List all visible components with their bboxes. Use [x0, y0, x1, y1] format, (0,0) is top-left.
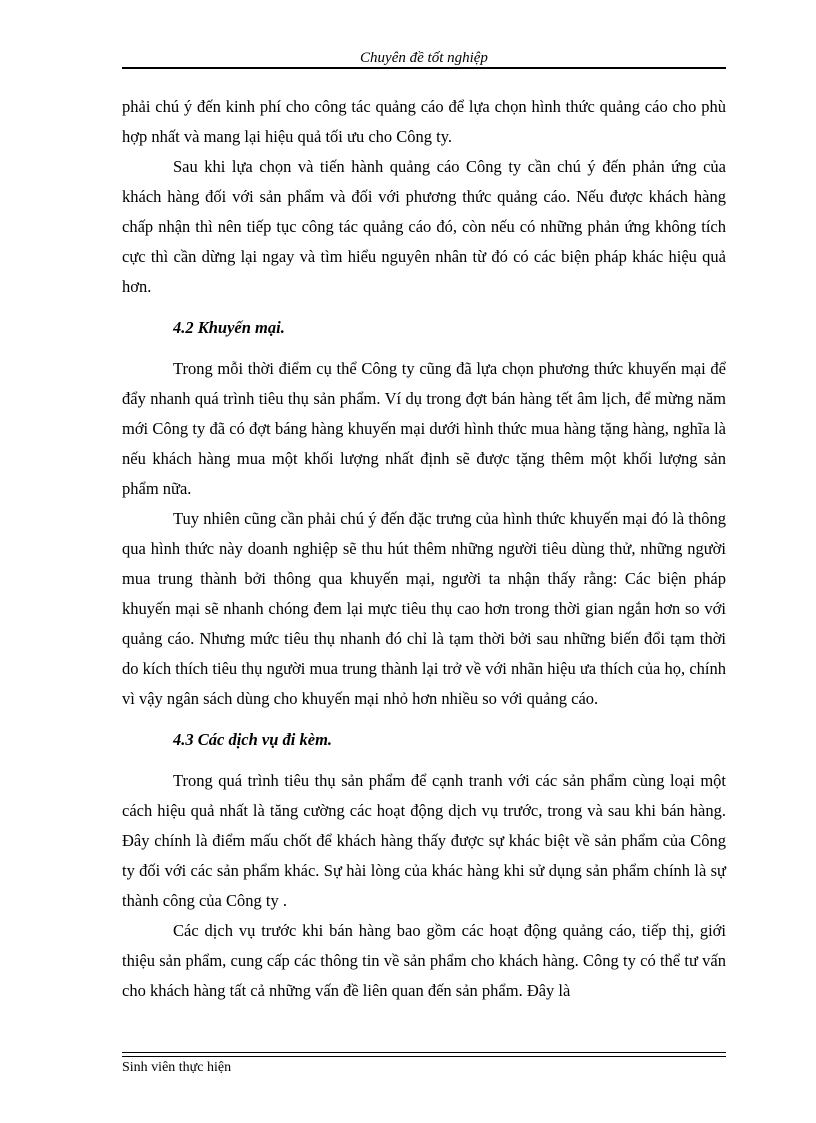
page-header-title: Chuyên đề tốt nghiệp [360, 50, 488, 66]
footer-text: Sinh viên thực hiện [122, 1060, 232, 1075]
paragraph: Sau khi lựa chọn và tiến hành quảng cáo Công ty cần chú ý đến phản ứng của khách hàng đối với sản phẩm và đối với phương thức quảng cáo. Nếu được khách hàng chấp nhận thì nên tiếp tục công tác quảng cáo đó, còn nếu có những phản ứng không tích cực thì cần dừng lại ngay và tìm hiểu nguyên nhân từ đó có các biện pháp khác hiệu quả hơn. [122, 157, 726, 296]
paragraph: Trong mỗi thời điểm cụ thể Công ty cũng đã lựa chọn phương thức khuyến mại để đẩy nhanh quá trình tiêu thụ sản phẩm. Ví dụ trong đợt bán hàng tết âm lịch, để mừng năm mới Công ty đã có đợt báng hàng khuyến mại dưới hình thức mua hàng tặng hàng, nghĩa là nếu khách hàng mua một khối lượng nhất định sẽ được tặng thêm một khối lượng sản phẩm nữa. [122, 359, 726, 498]
document-body [122, 92, 726, 1006]
footer-divider [122, 1052, 726, 1057]
paragraph: Các dịch vụ trước khi bán hàng bao gồm các hoạt động quảng cáo, tiếp thị, giới thiệu sản phẩm, cung cấp các thông tin về sản phẩm cho khách hàng. Công ty có thể tư vấn cho khách hàng tất cả những vấn đề liên quan đến sản phẩm. Đây là [122, 921, 726, 1000]
section-heading-4-3: 4.3 Các dịch vụ đi kèm. [173, 730, 333, 749]
paragraph: Tuy nhiên cũng cần phải chú ý đến đặc trưng của hình thức khuyến mại đó là thông qua hình thức này doanh nghiệp sẽ thu hút thêm những người tiêu dùng thử, những người mua trung thành bởi thông qua khuyến mại, người ta nhận thấy rằng: Các biện pháp khuyến mại sẽ nhanh chóng đem lại mực tiêu thụ cao hơn trong thời gian ngắn hơn so với quảng cáo. Nhưng mức tiêu thụ nhanh đó chỉ là tạm thời bởi sau những biến đổi tạm thời do kích thích tiêu thụ người mua trung thành lại trở về với nhãn hiệu ưa thích của họ, chính vì vậy ngân sách dùng cho khuyến mại nhỏ hơn nhiều so với quảng cáo. [122, 509, 726, 708]
paragraph: Trong quá trình tiêu thụ sản phẩm để cạnh tranh với các sản phẩm cùng loại một cách hiệu quả nhất là tăng cường các hoạt động dịch vụ trước, trong và sau khi bán hàng. Đây chính là điểm mấu chốt để khách hàng thấy được sự khác biệt về sản phẩm của Công ty đối với các sản phẩm khác. Sự hài lòng của khác hàng khi sử dụng sản phẩm chính là sự thành công của Công ty . [122, 771, 726, 910]
section-heading-4-2: 4.2 Khuyến mại. [173, 318, 285, 337]
paragraph: phải chú ý đến kinh phí cho công tác quảng cáo để lựa chọn hình thức quảng cáo cho phù hợp nhất và mang lại hiệu quả tối ưu cho Công ty. [122, 97, 726, 146]
header-divider [122, 67, 726, 69]
